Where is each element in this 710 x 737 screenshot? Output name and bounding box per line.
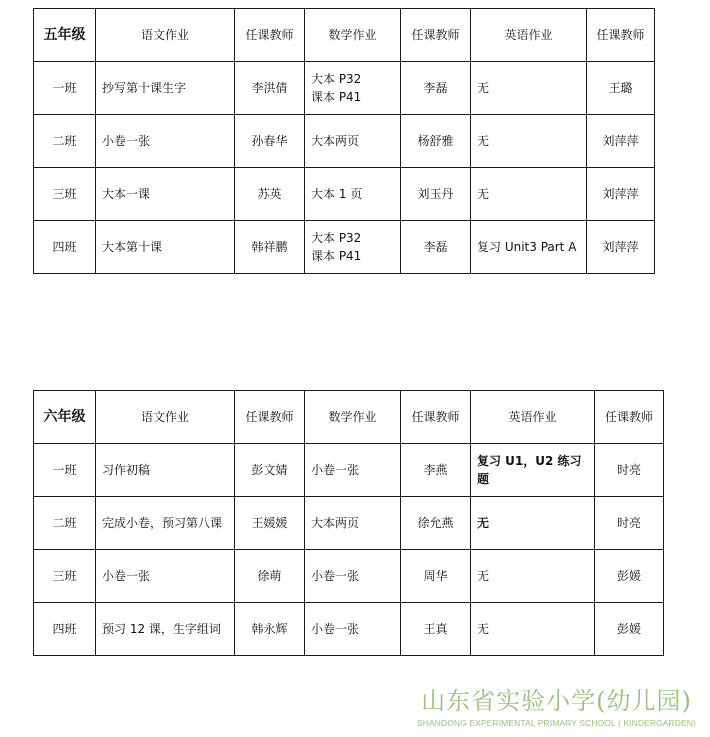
chinese-homework: 大本第十课 <box>96 221 235 274</box>
math-homework: 大本两页 <box>305 115 401 168</box>
english-homework: 复习 U1，U2 练习题 <box>471 444 595 497</box>
table-row <box>34 221 655 274</box>
english-homework: 无 <box>471 603 595 656</box>
class-name: 二班 <box>34 115 96 168</box>
math-homework: 大本 1 页 <box>305 168 401 221</box>
chinese-homework: 大本一课 <box>96 168 235 221</box>
english-teacher: 王璐 <box>587 62 655 115</box>
school-name-chinese: 山东省实验小学(幼儿园) <box>421 687 692 715</box>
column-header-math: 数学作业 <box>305 9 401 62</box>
column-header-teacher: 任课教师 <box>235 391 305 444</box>
math-teacher: 杨舒雅 <box>401 115 471 168</box>
math-homework: 小卷一张 <box>305 444 401 497</box>
english-homework: 无 <box>471 168 587 221</box>
math-teacher: 王真 <box>401 603 471 656</box>
table-row <box>34 550 664 603</box>
chinese-teacher: 彭文婧 <box>235 444 305 497</box>
chinese-homework: 预习 12 课，生字组词 <box>96 603 235 656</box>
chinese-homework: 小卷一张 <box>96 115 235 168</box>
column-header-teacher: 任课教师 <box>587 9 655 62</box>
column-header-english: 英语作业 <box>471 9 587 62</box>
grade5-homework-table <box>33 8 655 274</box>
class-name: 三班 <box>34 168 96 221</box>
class-name: 四班 <box>34 603 96 656</box>
chinese-homework: 完成小卷，预习第八课 <box>96 497 235 550</box>
column-header-teacher: 任课教师 <box>401 391 471 444</box>
table-row <box>34 115 655 168</box>
math-homework: 大本 P32 课本 P41 <box>305 221 401 274</box>
english-teacher: 时亮 <box>595 497 664 550</box>
column-header-chinese: 语文作业 <box>96 391 235 444</box>
table-row <box>34 603 664 656</box>
chinese-homework: 抄写第十课生字 <box>96 62 235 115</box>
english-homework: 无 <box>471 497 595 550</box>
class-name: 四班 <box>34 221 96 274</box>
class-name: 二班 <box>34 497 96 550</box>
math-homework: 小卷一张 <box>305 603 401 656</box>
english-teacher: 刘萍萍 <box>587 221 655 274</box>
column-header-math: 数学作业 <box>305 391 401 444</box>
grade-label: 五年级 <box>34 9 96 62</box>
grade-label: 六年级 <box>34 391 96 444</box>
chinese-teacher: 苏英 <box>235 168 305 221</box>
english-teacher: 彭媛 <box>595 550 664 603</box>
table-header-row <box>34 9 655 62</box>
column-header-teacher: 任课教师 <box>595 391 664 444</box>
math-teacher: 徐允燕 <box>401 497 471 550</box>
math-homework: 大本两页 <box>305 497 401 550</box>
english-homework: 复习 Unit3 Part A <box>471 221 587 274</box>
school-name-english: SHANDONG EXPERIMENTAL PRIMARY SCHOOL ( KINDERGARDEN) <box>417 718 696 728</box>
column-header-teacher: 任课教师 <box>235 9 305 62</box>
english-homework: 无 <box>471 550 595 603</box>
chinese-teacher: 徐萌 <box>235 550 305 603</box>
table-row <box>34 168 655 221</box>
column-header-teacher: 任课教师 <box>401 9 471 62</box>
english-homework: 无 <box>471 62 587 115</box>
chinese-teacher: 韩永辉 <box>235 603 305 656</box>
table-row <box>34 497 664 550</box>
class-name: 三班 <box>34 550 96 603</box>
math-teacher: 李磊 <box>401 62 471 115</box>
chinese-homework: 习作初稿 <box>96 444 235 497</box>
grade6-homework-table <box>33 390 664 656</box>
school-logo <box>409 687 704 733</box>
chinese-teacher: 王媛媛 <box>235 497 305 550</box>
chinese-teacher: 孙春华 <box>235 115 305 168</box>
math-teacher: 李磊 <box>401 221 471 274</box>
math-teacher: 周华 <box>401 550 471 603</box>
class-name: 一班 <box>34 62 96 115</box>
math-homework: 大本 P32 课本 P41 <box>305 62 401 115</box>
column-header-chinese: 语文作业 <box>96 9 235 62</box>
english-teacher: 彭媛 <box>595 603 664 656</box>
english-homework: 无 <box>471 115 587 168</box>
english-teacher: 刘萍萍 <box>587 168 655 221</box>
english-teacher: 刘萍萍 <box>587 115 655 168</box>
english-teacher: 时亮 <box>595 444 664 497</box>
math-homework: 小卷一张 <box>305 550 401 603</box>
chinese-homework: 小卷一张 <box>96 550 235 603</box>
class-name: 一班 <box>34 444 96 497</box>
table-row <box>34 444 664 497</box>
table-row <box>34 62 655 115</box>
column-header-english: 英语作业 <box>471 391 595 444</box>
table-header-row <box>34 391 664 444</box>
chinese-teacher: 李洪倩 <box>235 62 305 115</box>
math-teacher: 刘玉丹 <box>401 168 471 221</box>
math-teacher: 李燕 <box>401 444 471 497</box>
chinese-teacher: 韩祥鹏 <box>235 221 305 274</box>
